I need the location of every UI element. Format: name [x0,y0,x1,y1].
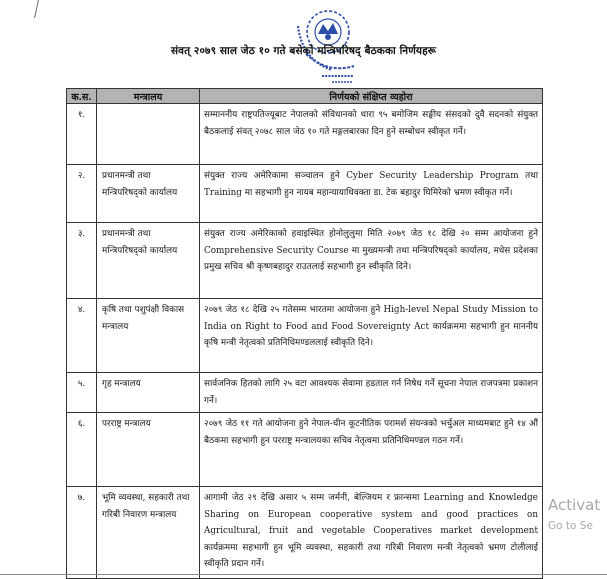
table-header-row [67,89,543,104]
row-serial: १. [67,104,97,165]
row-serial: ४. [67,299,97,373]
row-decision: सार्वजनिक हितको लागि २५ वटा आवश्यक सेवामा हडताल गर्न निषेध गर्ने सूचना नेपाल राजपत्रमा प्रकाशन गर्ने। [200,373,543,413]
row-ministry: परराष्ट्र मन्त्रालय [97,413,200,487]
windows-activation-watermark [548,496,600,533]
row-decision: संयुक्त राज्य अमेरिकाको हवाइस्थित होनोलुलुमा मिति २०७९ जेठ १८ देखि २० सम्म आयोजना हुने Comprehensive Security Course मा मुख्यमन्त्री तथा मन्त्रिपरिषद्को कार्यालय, मधेस प्रदेशका प्रमुख सचिव श्री कृष्णबहादुर राउतलाई सहभागी हुन स्वीकृति दिने। [200,223,543,299]
page-bottom-divider [0,574,607,575]
table-row [67,373,543,413]
page-title: संवत् २०७९ साल जेठ १० गते बसेको मन्त्रिपरिषद् बैठकका निर्णयहरू [170,45,437,57]
row-serial: २. [67,165,97,223]
table-row [67,299,543,373]
activation-settings-line: Go to Se [548,520,593,532]
row-serial: ५. [67,373,97,413]
row-ministry [97,104,200,165]
scan-mark [34,0,47,18]
row-decision: सम्माननीय राष्ट्रपतिज्यूबाट नेपालको संविधानको धारा ९५ बमोजिम सङ्घीय संसदको दुवै सदनको संयुक्त बैठकलाई संवत् २०७८ साल जेठ १० गते मङ्गलबारका दिन हुने सम्बोधन स्वीकृत गर्ने। [200,104,543,165]
table-row [67,413,543,487]
row-ministry: प्रधानमन्त्री तथा मन्त्रिपरिषद्को कार्यालय [97,223,200,299]
table-row [67,223,543,299]
row-ministry: कृषि तथा पशुपंक्षी विकास मन्त्रालय [97,299,200,373]
row-decision: २०७९ जेठ ११ गते आयोजना हुने नेपाल-चीन कूटनीतिक परामर्श संयन्त्रको भर्चुअल माध्यमबाट हुने १४ औं बैठकमा सहभागी हुन परराष्ट्र मन्त्रालयका सचिव नेतृत्वमा प्रतिनिधिमण्डल गठन गर्ने। [200,413,543,487]
column-header-decision: निर्णयको संक्षिप्त व्यहोरा [200,89,543,104]
column-header-ministry: मन्त्रालय [97,89,200,104]
row-decision: आगामी जेठ २९ देखि असार ५ सम्म जर्मनी, बेल्जियम र फ्रान्समा Learning and Knowledge Sharing on European cooperative system and good practices on Agricultural, fruit and vegetable Cooperatives market development कार्यक्रममा सहभागी हुन भूमि व्यवस्था, सहकारी तथा गरिबी निवारण मन्त्री नेतृत्वको भ्रमण टोलीलाई स्वीकृति प्रदान गर्ने। [200,487,543,579]
row-ministry: प्रधानमन्त्री तथा मन्त्रिपरिषद्को कार्यालय [97,165,200,223]
row-decision: संयुक्त राज्य अमेरिकामा सञ्चालन हुने Cyber Security Leadership Program तथा Training मा सहभागी हुन नायब महान्यायाधिवक्ता डा. टेक बहादुर घिमिरेको भ्रमण स्वीकृत गर्ने। [200,165,543,223]
row-ministry: गृह मन्त्रालय [97,373,200,413]
row-decision: २०७९ जेठ १८ देखि २५ गतेसम्म भारतमा आयोजना हुने High-level Nepal Study Mission to India on Right to Food and Food Sovereignty Act कार्यक्रममा सहभागी हुन माननीय कृषि मन्त्री नेतृत्वको प्रतिनिधिमण्डललाई स्वीकृति दिने। [200,299,543,373]
row-serial: ६. [67,413,97,487]
row-ministry: भूमि व्यवस्था, सहकारी तथा गरिबी निवारण मन्त्रालय [97,487,200,579]
table-row [67,165,543,223]
table-row [67,487,543,579]
row-serial: ७. [67,487,97,579]
row-serial: ३. [67,223,97,299]
table-row [67,104,543,165]
column-header-serial: क.स. [67,89,97,104]
activation-line: Activat [548,496,601,514]
decisions-table [66,88,543,579]
